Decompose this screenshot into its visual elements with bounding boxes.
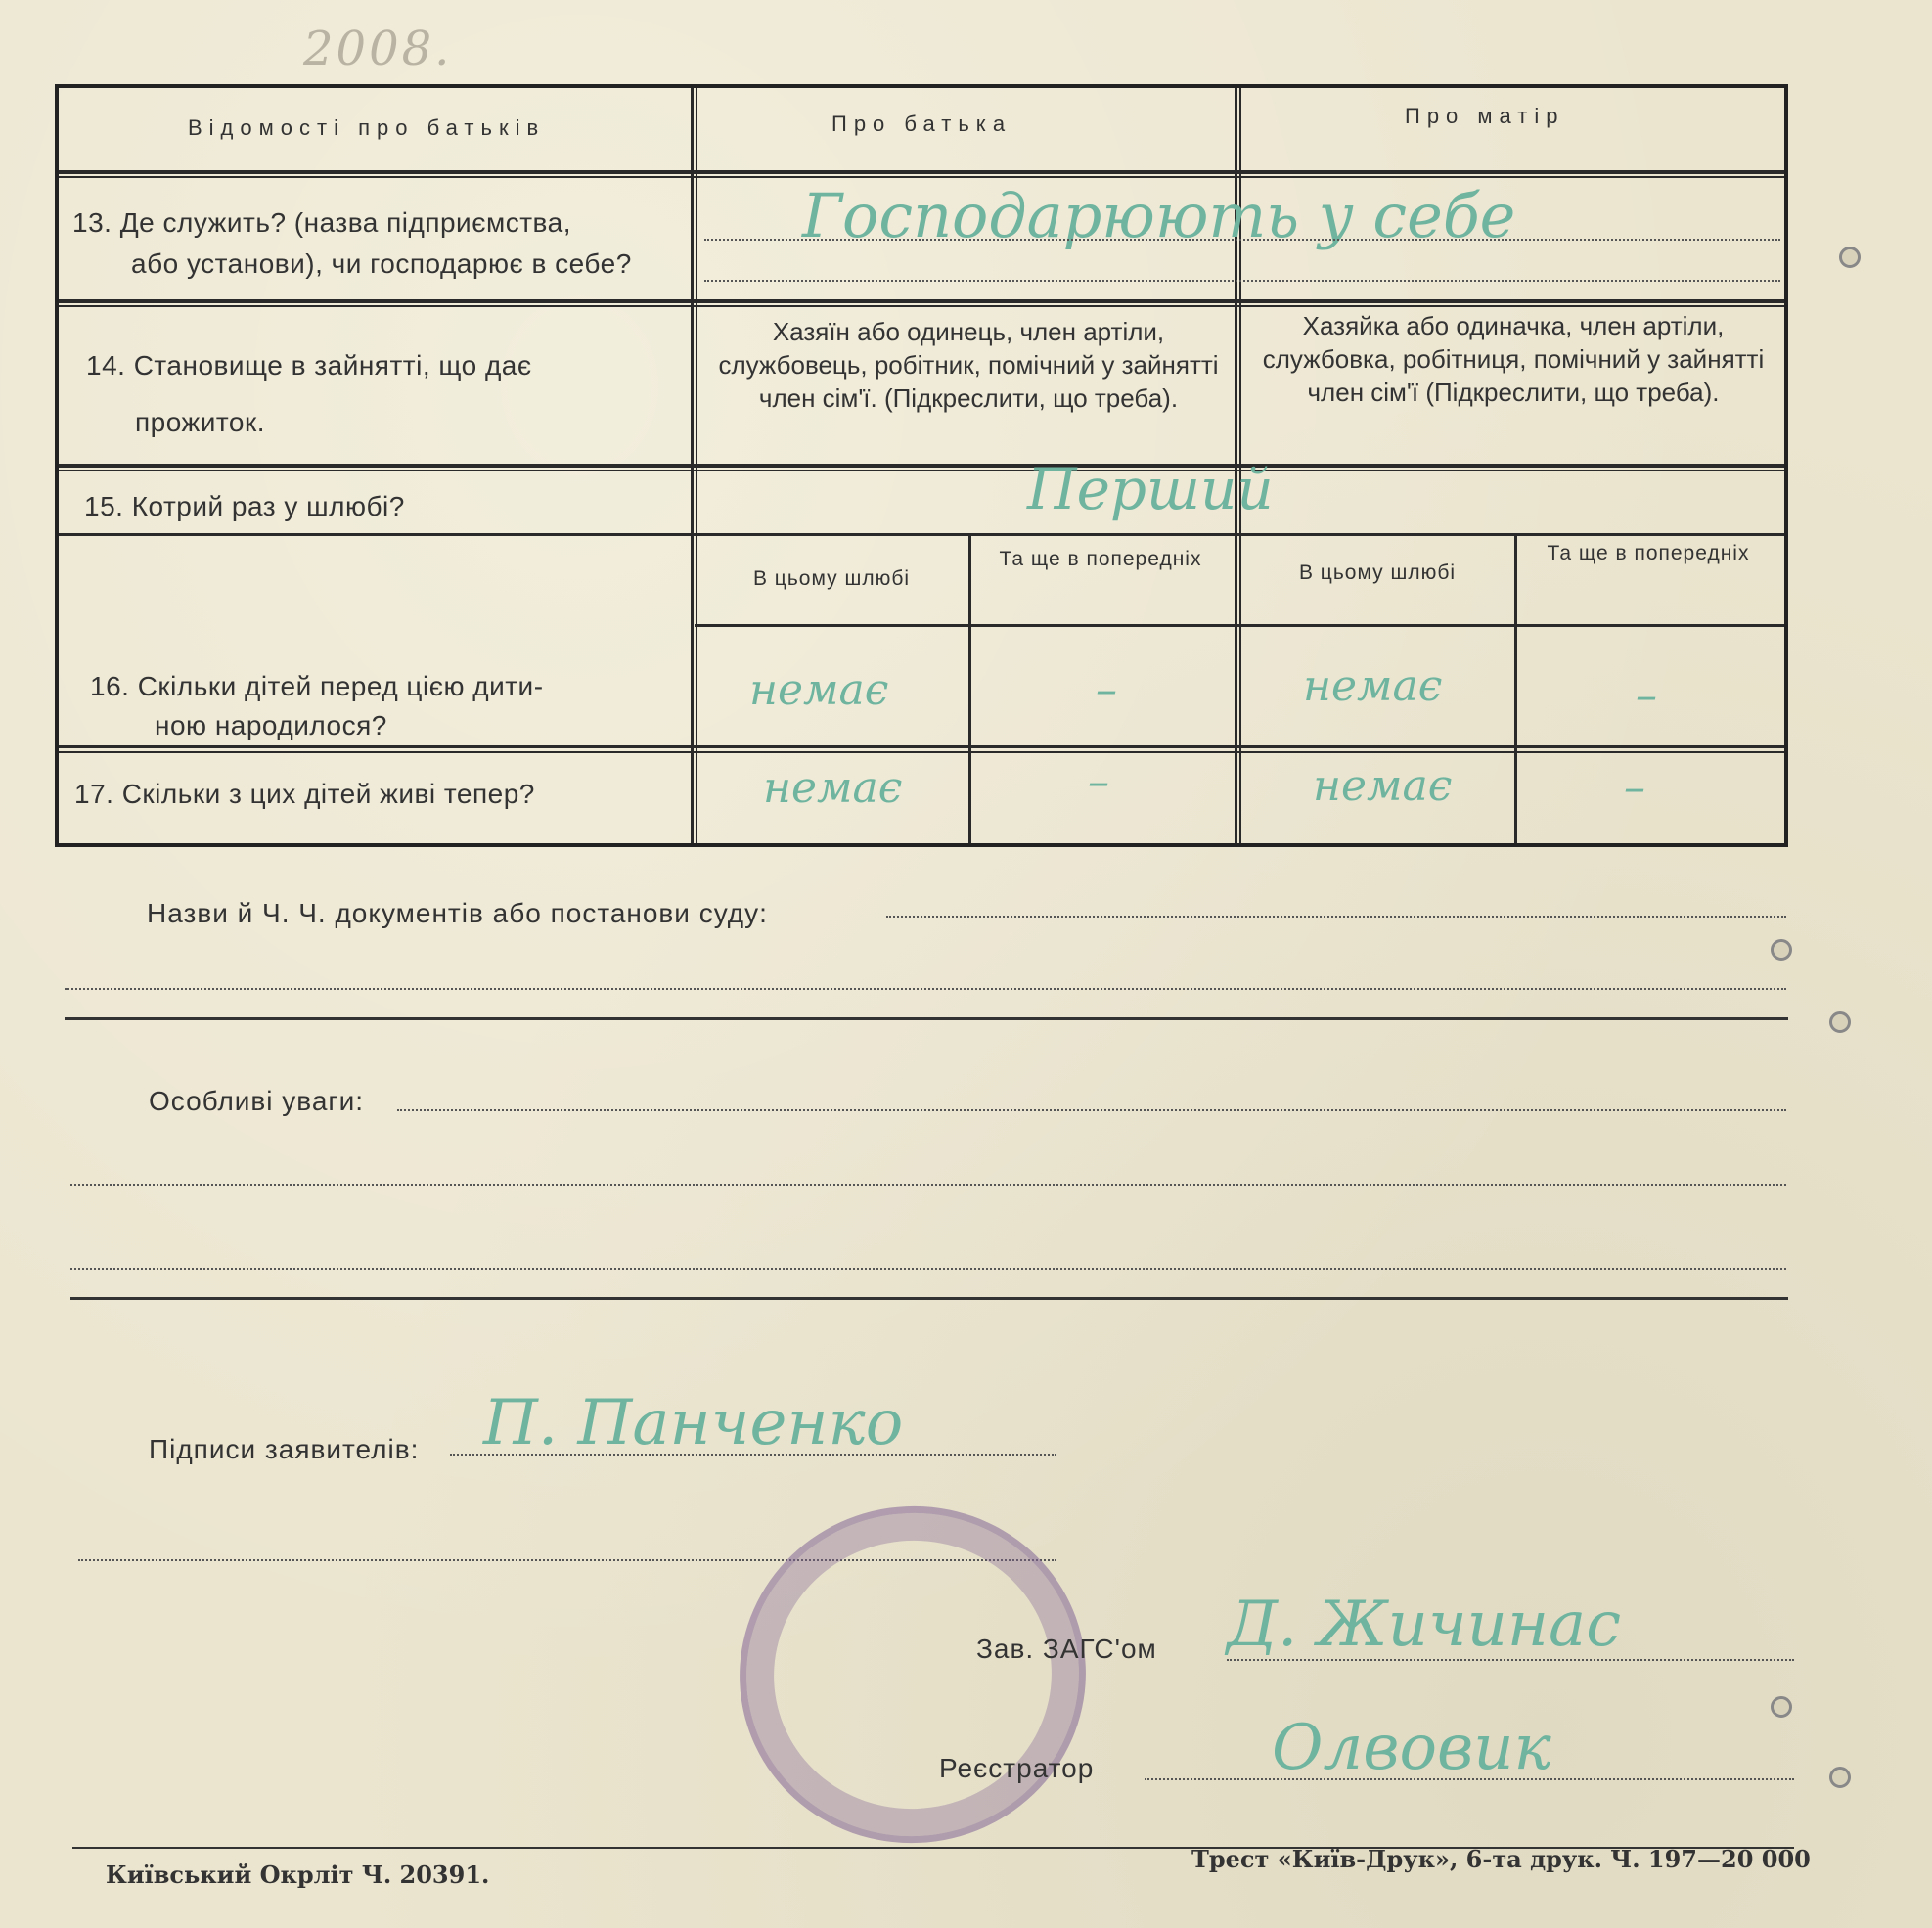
applicants-signatures-label: Підписи заявителів: [149, 1434, 420, 1464]
punch-hole [1771, 1696, 1792, 1718]
subheader-father-previous: Та ще в попередніх [999, 548, 1202, 570]
q17-father-this-marriage: немає [763, 763, 903, 813]
punch-hole [1829, 1767, 1851, 1788]
subheader-mother-previous: Та ще в попередніх [1547, 542, 1750, 564]
zags-head-label: Зав. ЗАГС'ом [976, 1634, 1157, 1664]
q14-mother-options: Хазяйка або одиначка, член артіли, службовка, робітниця, помічний у зайнятті член сім'ї (Підкреслити, що треба). [1262, 311, 1765, 407]
q16-father-previous: – [1096, 665, 1117, 715]
punch-hole [1829, 1011, 1851, 1033]
zags-head-signature: Д. Жичинас [1227, 1589, 1622, 1661]
archive-number: 2008. [303, 22, 453, 76]
registrar-label: Реєстратор [939, 1753, 1095, 1783]
q14-label-line2: прожиток. [135, 407, 265, 437]
parents-info-table [55, 84, 1788, 847]
q16-mother-previous: – [1636, 671, 1657, 721]
q13-handwritten-answer: Господарюють у себе [802, 180, 1516, 251]
q17-label: 17. Скільки з цих дітей живі тепер? [74, 779, 535, 809]
official-stamp [718, 1484, 1107, 1865]
q16-label-line1: 16. Скільки дітей перед цією дити- [90, 671, 544, 701]
q16-mother-this-marriage: немає [1303, 661, 1443, 711]
q13-label-line1: 13. Де служить? (назва підприємства, [72, 207, 571, 238]
punch-hole [1839, 247, 1861, 268]
header-mother: Про матір [1405, 104, 1565, 128]
punch-hole [1771, 939, 1792, 961]
q14-label-line1: 14. Становище в зайнятті, що дає [86, 350, 532, 381]
q13-label-line2: або установи), чи господарює в себе? [131, 248, 632, 279]
q17-mother-previous: – [1624, 763, 1645, 813]
header-father: Про батька [831, 112, 1012, 136]
subheader-mother-this-marriage: В цьому шлюбі [1298, 561, 1457, 584]
applicant-signature: П. Панченко [483, 1387, 904, 1459]
q15-label: 15. Котрий раз у шлюбі? [84, 491, 405, 521]
header-parents-info: Відомості про батьків [188, 115, 546, 140]
footer-right-imprint: Трест «Київ-Друк», 6-та друк. Ч. 197—20 000 [1191, 1845, 1811, 1873]
q17-father-previous: – [1088, 757, 1109, 807]
q17-mother-this-marriage: немає [1313, 761, 1453, 811]
registrar-signature: Олвовик [1272, 1712, 1551, 1784]
q15-handwritten-answer: Перший [1027, 456, 1274, 522]
q16-label-line2: ною народилося? [155, 710, 387, 740]
notes-label: Особливі уваги: [149, 1086, 365, 1116]
q14-father-options: Хазяїн або одинець, член артіли, службовець, робітник, помічний у зайнятті член сім'ї. (Підкреслити, що треба). [718, 317, 1219, 413]
subheader-father-this-marriage: В цьому шлюбі [752, 567, 911, 590]
q16-father-this-marriage: немає [749, 665, 889, 715]
documents-label: Назви й Ч. Ч. документів або постанови суду: [147, 898, 768, 928]
footer-left-imprint: Київський Окрліт Ч. 20391. [106, 1861, 490, 1889]
